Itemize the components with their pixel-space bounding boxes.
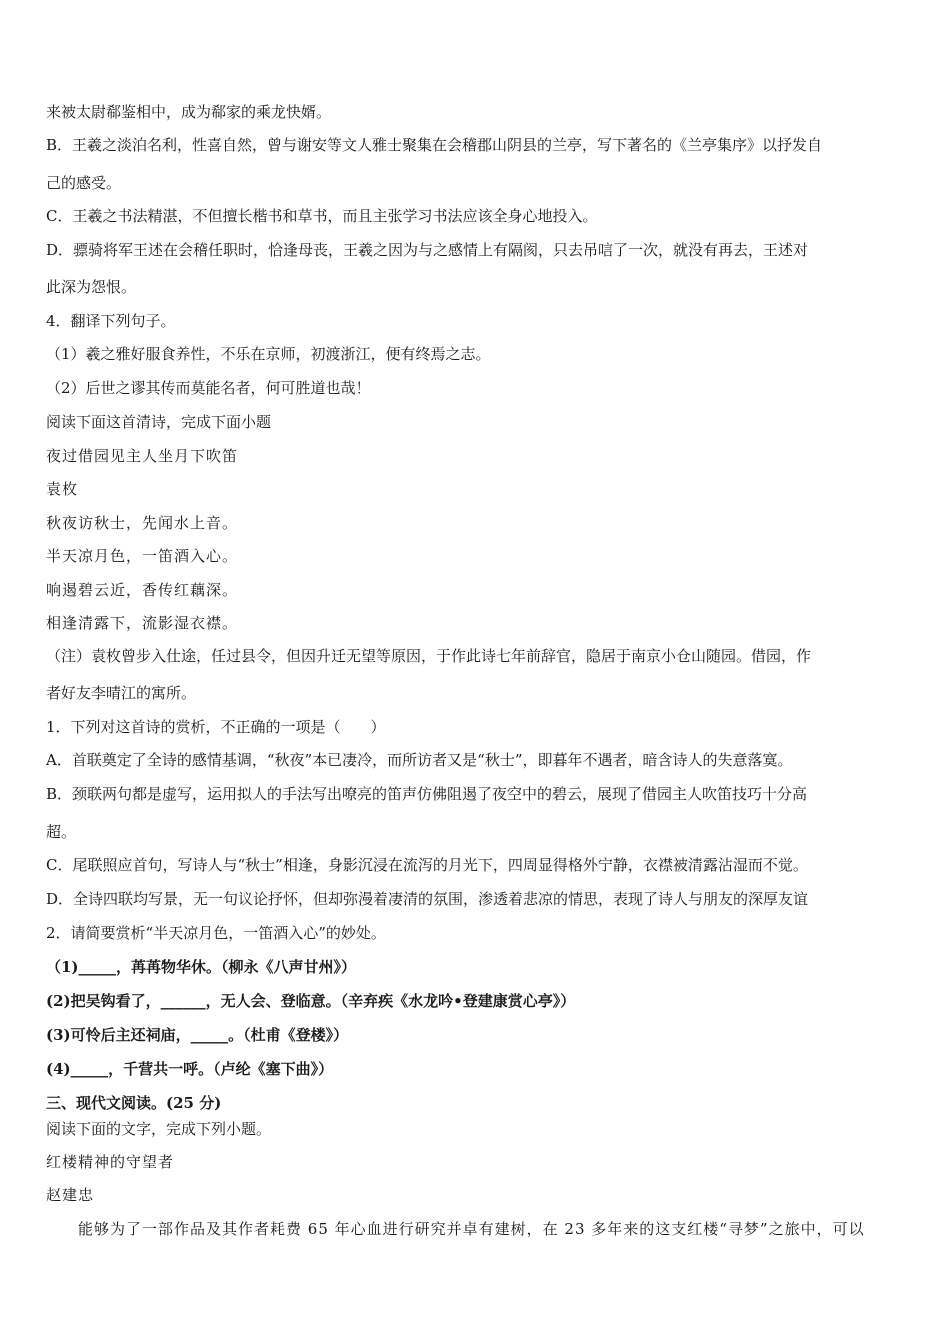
article-paragraph: 能够为了一部作品及其作者耗费 65 年心血进行研究并卓有建树，在 23 多年来的这支红楼“寻梦”之旅中，可以: [78, 1220, 865, 1238]
option-c: C．王羲之书法精湛，不但擅长楷书和草书，而且主张学习书法应该全身心地投入。: [46, 207, 598, 225]
text-line: 者好友李晴江的寓所。: [46, 684, 197, 702]
translate-item-1: （1）羲之雅好服食养性，不乐在京师，初渡浙江，便有终焉之志。: [46, 345, 491, 363]
poem-instruction: 阅读下面这首清诗，完成下面小题: [46, 413, 272, 431]
option-a: A．首联奠定了全诗的感情基调，“秋夜”本已凄冷，而所访者又是“秋士”，即暮年不遇者，暗含诗人的失意落寞。: [46, 751, 793, 769]
text-line: 超。: [46, 823, 77, 841]
article-author: 赵建忠: [46, 1186, 95, 1204]
option-b: B．王羲之淡泊名利，性喜自然，曾与谢安等文人雅士聚集在会稽郡山阴县的兰亭，写下著名的《兰亭集序》以抒发自: [46, 136, 823, 154]
fill-blank-3: (3)可怜后主还祠庙，_____。（杜甫《登楼》）: [46, 1026, 349, 1044]
poem-question-2: 2．请简要赏析“半天凉月色，一笛酒入心”的妙处。: [46, 924, 386, 942]
text-line: 来被太尉郗鉴相中，成为郗家的乘龙快婿。: [46, 103, 332, 121]
poem-line: 相逢清露下，流影湿衣襟。: [46, 614, 239, 632]
fill-blank-2: (2)把吴钩看了，______，无人会、登临意。（辛弃疾《水龙吟•登建康赏心亭》）: [46, 992, 576, 1010]
question-4: 4．翻译下列句子。: [46, 312, 176, 330]
option-d: D．骠骑将军王述在会稽任职时，恰逢母丧，王羲之因为与之感情上有隔阂，只去吊唁了一次，就没有再去，王述对: [46, 241, 809, 259]
poem-line: 秋夜访秋士，先闻水上音。: [46, 514, 239, 532]
translate-item-2: （2）后世之谬其传而莫能名者，何可胜道也哉！: [46, 379, 371, 397]
text-line: 己的感受。: [46, 174, 122, 192]
text-line: 此深为怨恨。: [46, 278, 137, 296]
poem-question-1: 1．下列对这首诗的赏析，不正确的一项是（ ）: [46, 718, 386, 736]
poem-note: （注）袁枚曾步入仕途，任过县令，但因升迁无望等原因，于作此诗七年前辞官，隐居于南京小仓山随园。借园，作: [46, 647, 812, 665]
fill-blank-1: （1)_____，苒苒物华休。（柳永《八声甘州》）: [46, 958, 357, 976]
poem-line: 半天凉月色，一笛酒入心。: [46, 547, 239, 565]
section-heading: 三、现代文阅读。(25 分): [46, 1094, 222, 1112]
reading-instruction: 阅读下面的文字，完成下列小题。: [46, 1120, 272, 1138]
poem-title: 夜过借园见主人坐月下吹笛: [46, 447, 239, 465]
poem-line: 响遏碧云近，香传红藕深。: [46, 581, 239, 599]
fill-blank-4: (4)_____，千营共一呼。（卢纶《塞下曲》）: [46, 1060, 334, 1078]
option-c: C．尾联照应首句，写诗人与“秋士”相逢，身影沉浸在流泻的月光下，四周显得格外宁静，衣襟被清露沾湿而不觉。: [46, 856, 808, 874]
article-title: 红楼精神的守望者: [46, 1153, 175, 1171]
option-d: D．全诗四联均写景，无一句议论抒怀，但却弥漫着凄清的氛围，渗透着悲凉的情思，表现了诗人与朋友的深厚友谊: [46, 890, 809, 908]
poem-author: 袁枚: [46, 480, 79, 498]
option-b: B．颈联两句都是虚写，运用拟人的手法写出嘹亮的笛声仿佛阻遏了夜空中的碧云，展现了借园主人吹笛技巧十分高: [46, 785, 808, 803]
